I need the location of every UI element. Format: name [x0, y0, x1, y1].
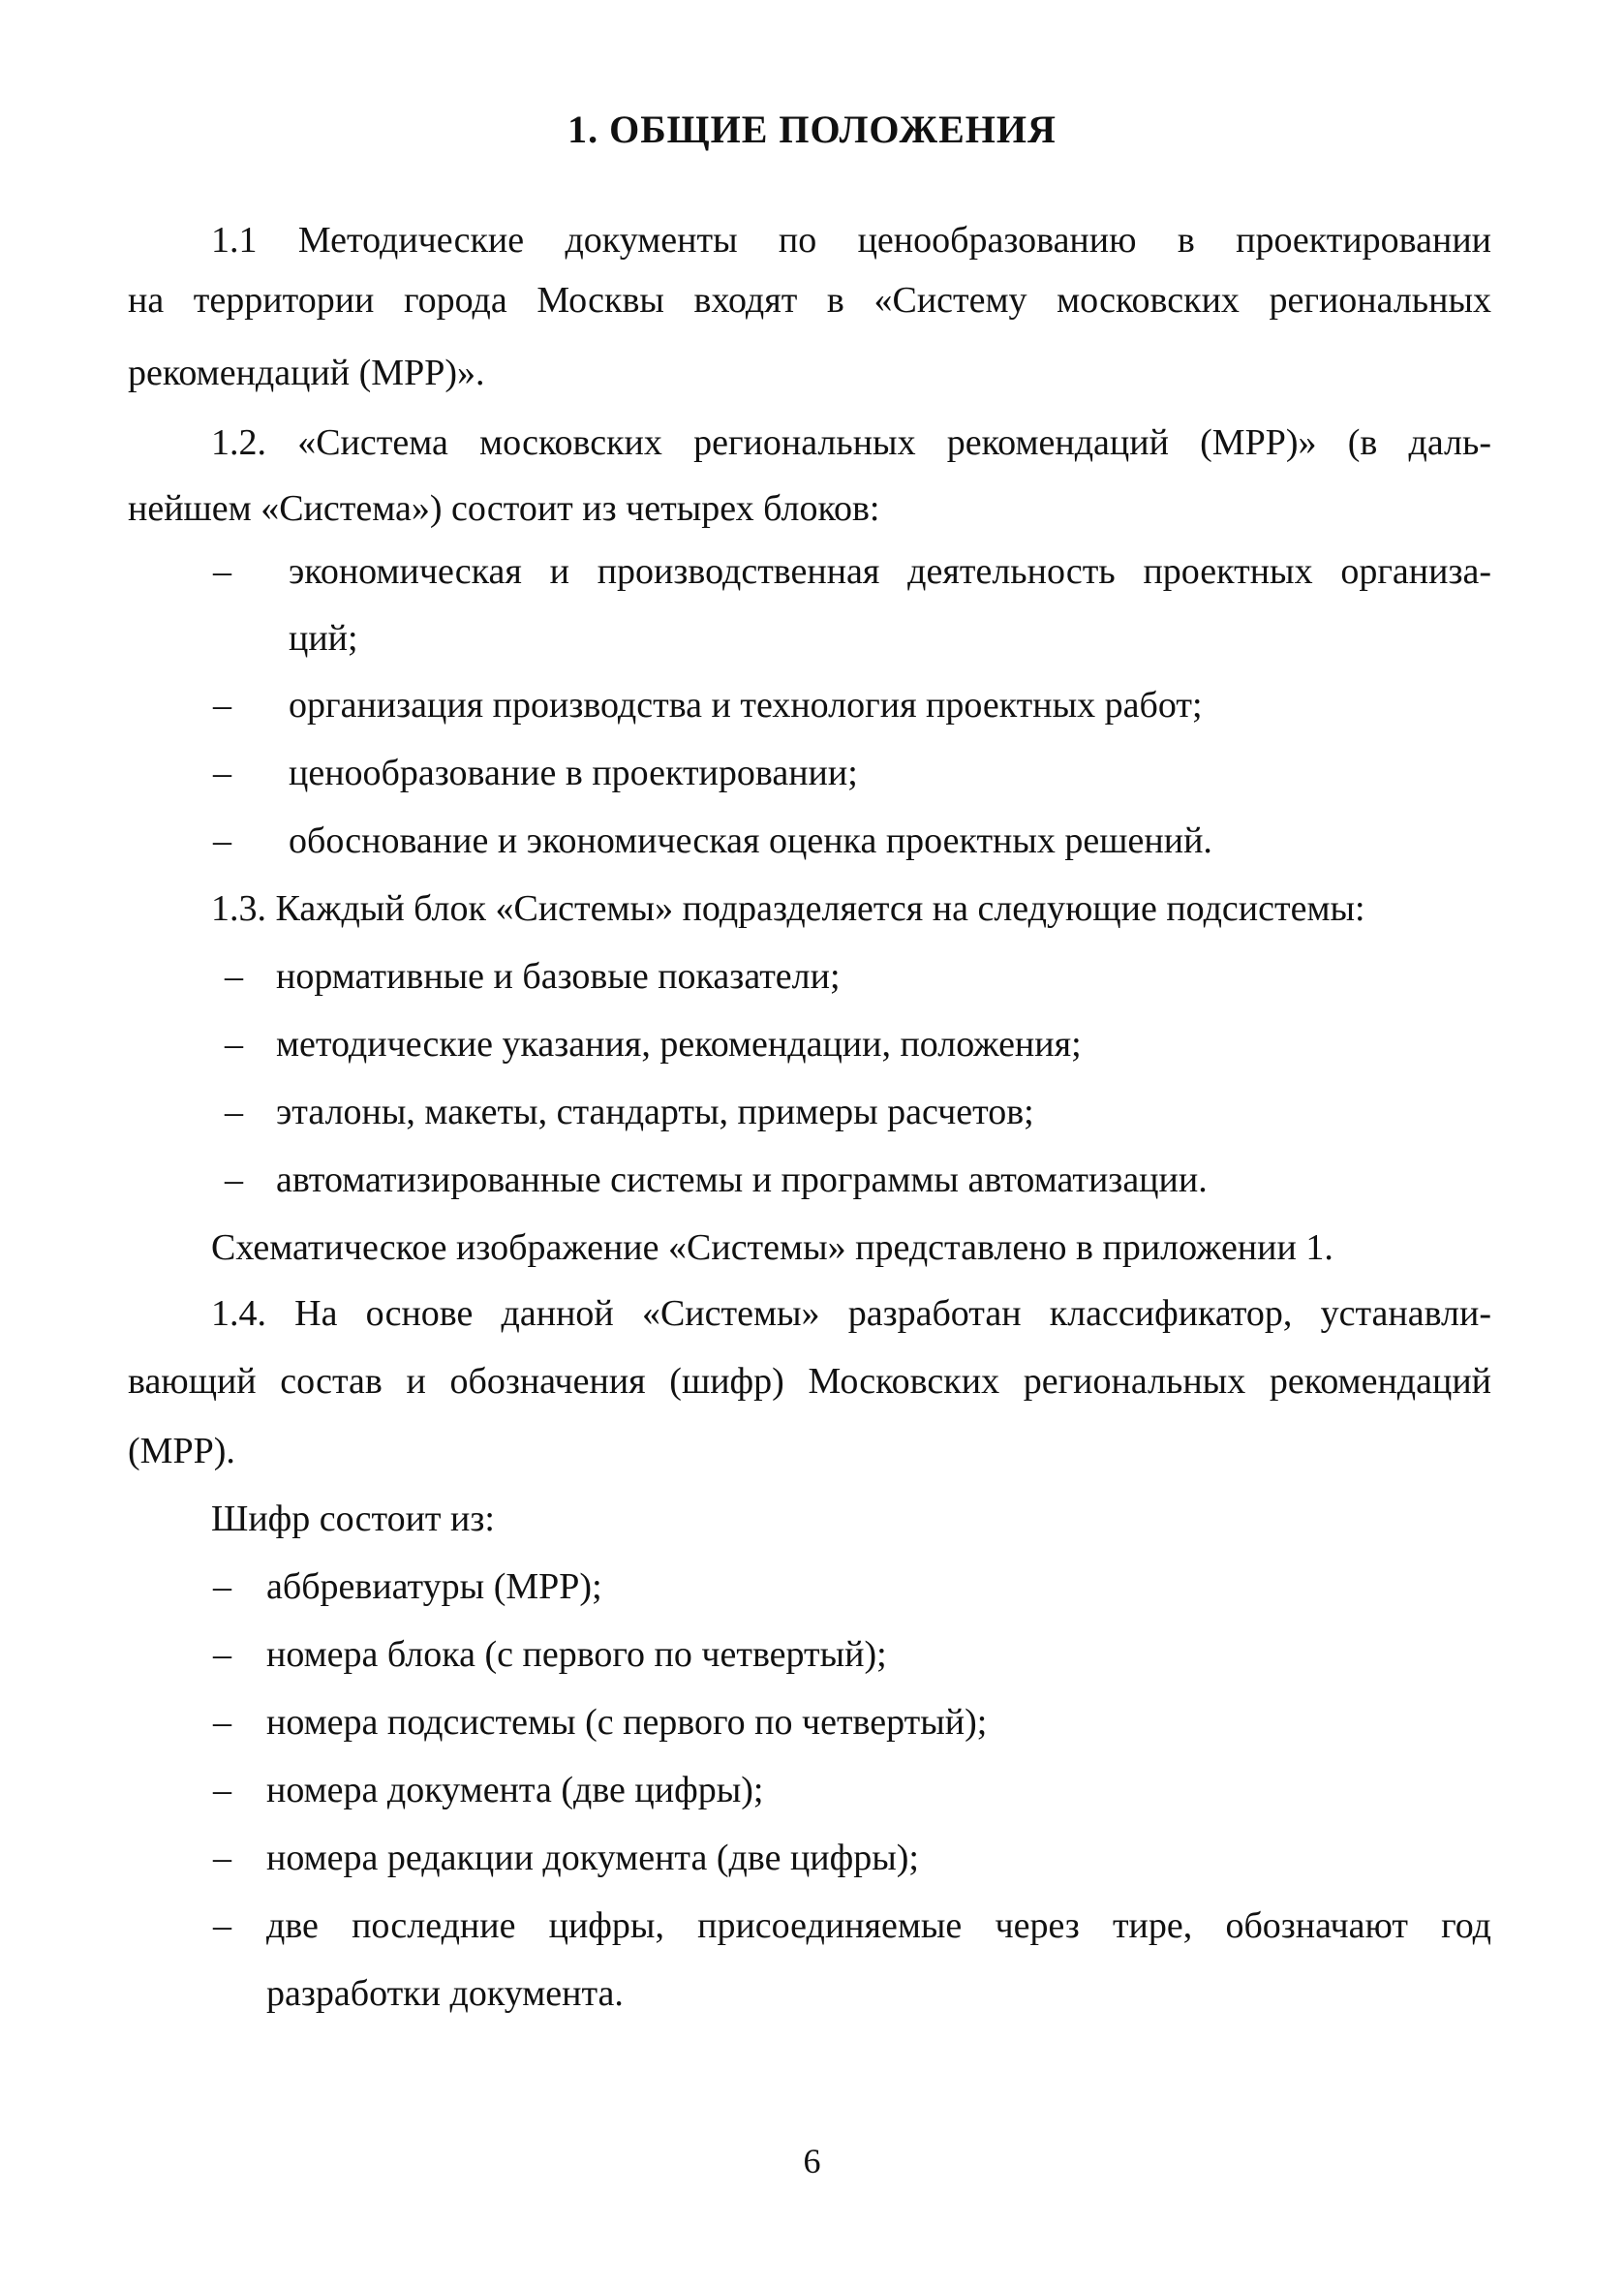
list-bullet: – [213, 551, 231, 592]
paragraph-1-4-line-2: вающий состав и обозначения (шифр) Московских региональных рекомендаций [128, 1361, 1491, 1402]
block-item-2: организация производства и технология проектных работ; [289, 685, 1203, 726]
block-item-4: обоснование и экономическая оценка проектных решений. [289, 820, 1212, 861]
list-bullet: – [225, 1159, 243, 1200]
cipher-item-5: номера редакции документа (две цифры); [266, 1838, 919, 1878]
list-bullet: – [213, 753, 231, 793]
subsystem-item-4: автоматизированные системы и программы автоматизации. [276, 1159, 1208, 1200]
cipher-item-3: номера подсистемы (с первого по четвертый); [266, 1702, 988, 1743]
paragraph-1-4-line-3: (МРР). [128, 1431, 235, 1471]
subsystem-item-1: нормативные и базовые показатели; [276, 956, 841, 997]
cipher-item-6-line-2: разработки документа. [266, 1973, 624, 2014]
list-bullet: – [213, 1905, 231, 1946]
subsystem-item-2: методические указания, рекомендации, положения; [276, 1024, 1082, 1065]
paragraph-1-3-line-1: 1.3. Каждый блок «Системы» подразделяется на следующие подсистемы: [211, 888, 1365, 929]
list-bullet: – [225, 1092, 243, 1132]
paragraph-1-1-line-1: 1.1 Методические документы по ценообразованию в проектировании [211, 220, 1491, 261]
block-item-1-line-1: экономическая и производственная деятельность проектных организа- [289, 551, 1491, 592]
cipher-item-4: номера документа (две цифры); [266, 1770, 764, 1810]
list-bullet: – [213, 1770, 231, 1810]
cipher-item-1: аббревиатуры (МРР); [266, 1566, 602, 1607]
paragraph-1-2-line-2: нейшем «Система») состоит из четырех блоков: [128, 488, 880, 529]
page-number: 6 [803, 2142, 821, 2180]
subsystem-item-3: эталоны, макеты, стандарты, примеры расчетов; [276, 1092, 1034, 1132]
paragraph-1-1-line-3: рекомендаций (МРР)». [128, 353, 485, 393]
list-bullet: – [213, 685, 231, 726]
list-bullet: – [213, 820, 231, 861]
schema-note: Схематическое изображение «Системы» представлено в приложении 1. [211, 1227, 1333, 1268]
list-bullet: – [213, 1838, 231, 1878]
list-bullet: – [213, 1566, 231, 1607]
paragraph-1-1-line-2: на территории города Москвы входят в «Систему московских региональных [128, 280, 1491, 321]
block-item-3: ценообразование в проектировании; [289, 753, 858, 793]
section-title: 1. ОБЩИЕ ПОЛОЖЕНИЯ [567, 108, 1057, 151]
paragraph-1-4-line-1: 1.4. На основе данной «Системы» разработан классификатор, устанавли- [211, 1293, 1491, 1334]
list-bullet: – [225, 1024, 243, 1065]
paragraph-1-2-line-1: 1.2. «Система московских региональных рекомендаций (МРР)» (в даль- [211, 422, 1491, 463]
list-bullet: – [213, 1702, 231, 1743]
list-bullet: – [225, 956, 243, 997]
cipher-intro: Шифр состоит из: [211, 1499, 495, 1539]
cipher-item-2: номера блока (с первого по четвертый); [266, 1634, 887, 1675]
cipher-item-6-line-1: две последние цифры, присоединяемые через тире, обозначают год [266, 1905, 1491, 1946]
block-item-1-line-2: ций; [289, 618, 358, 659]
list-bullet: – [213, 1634, 231, 1675]
